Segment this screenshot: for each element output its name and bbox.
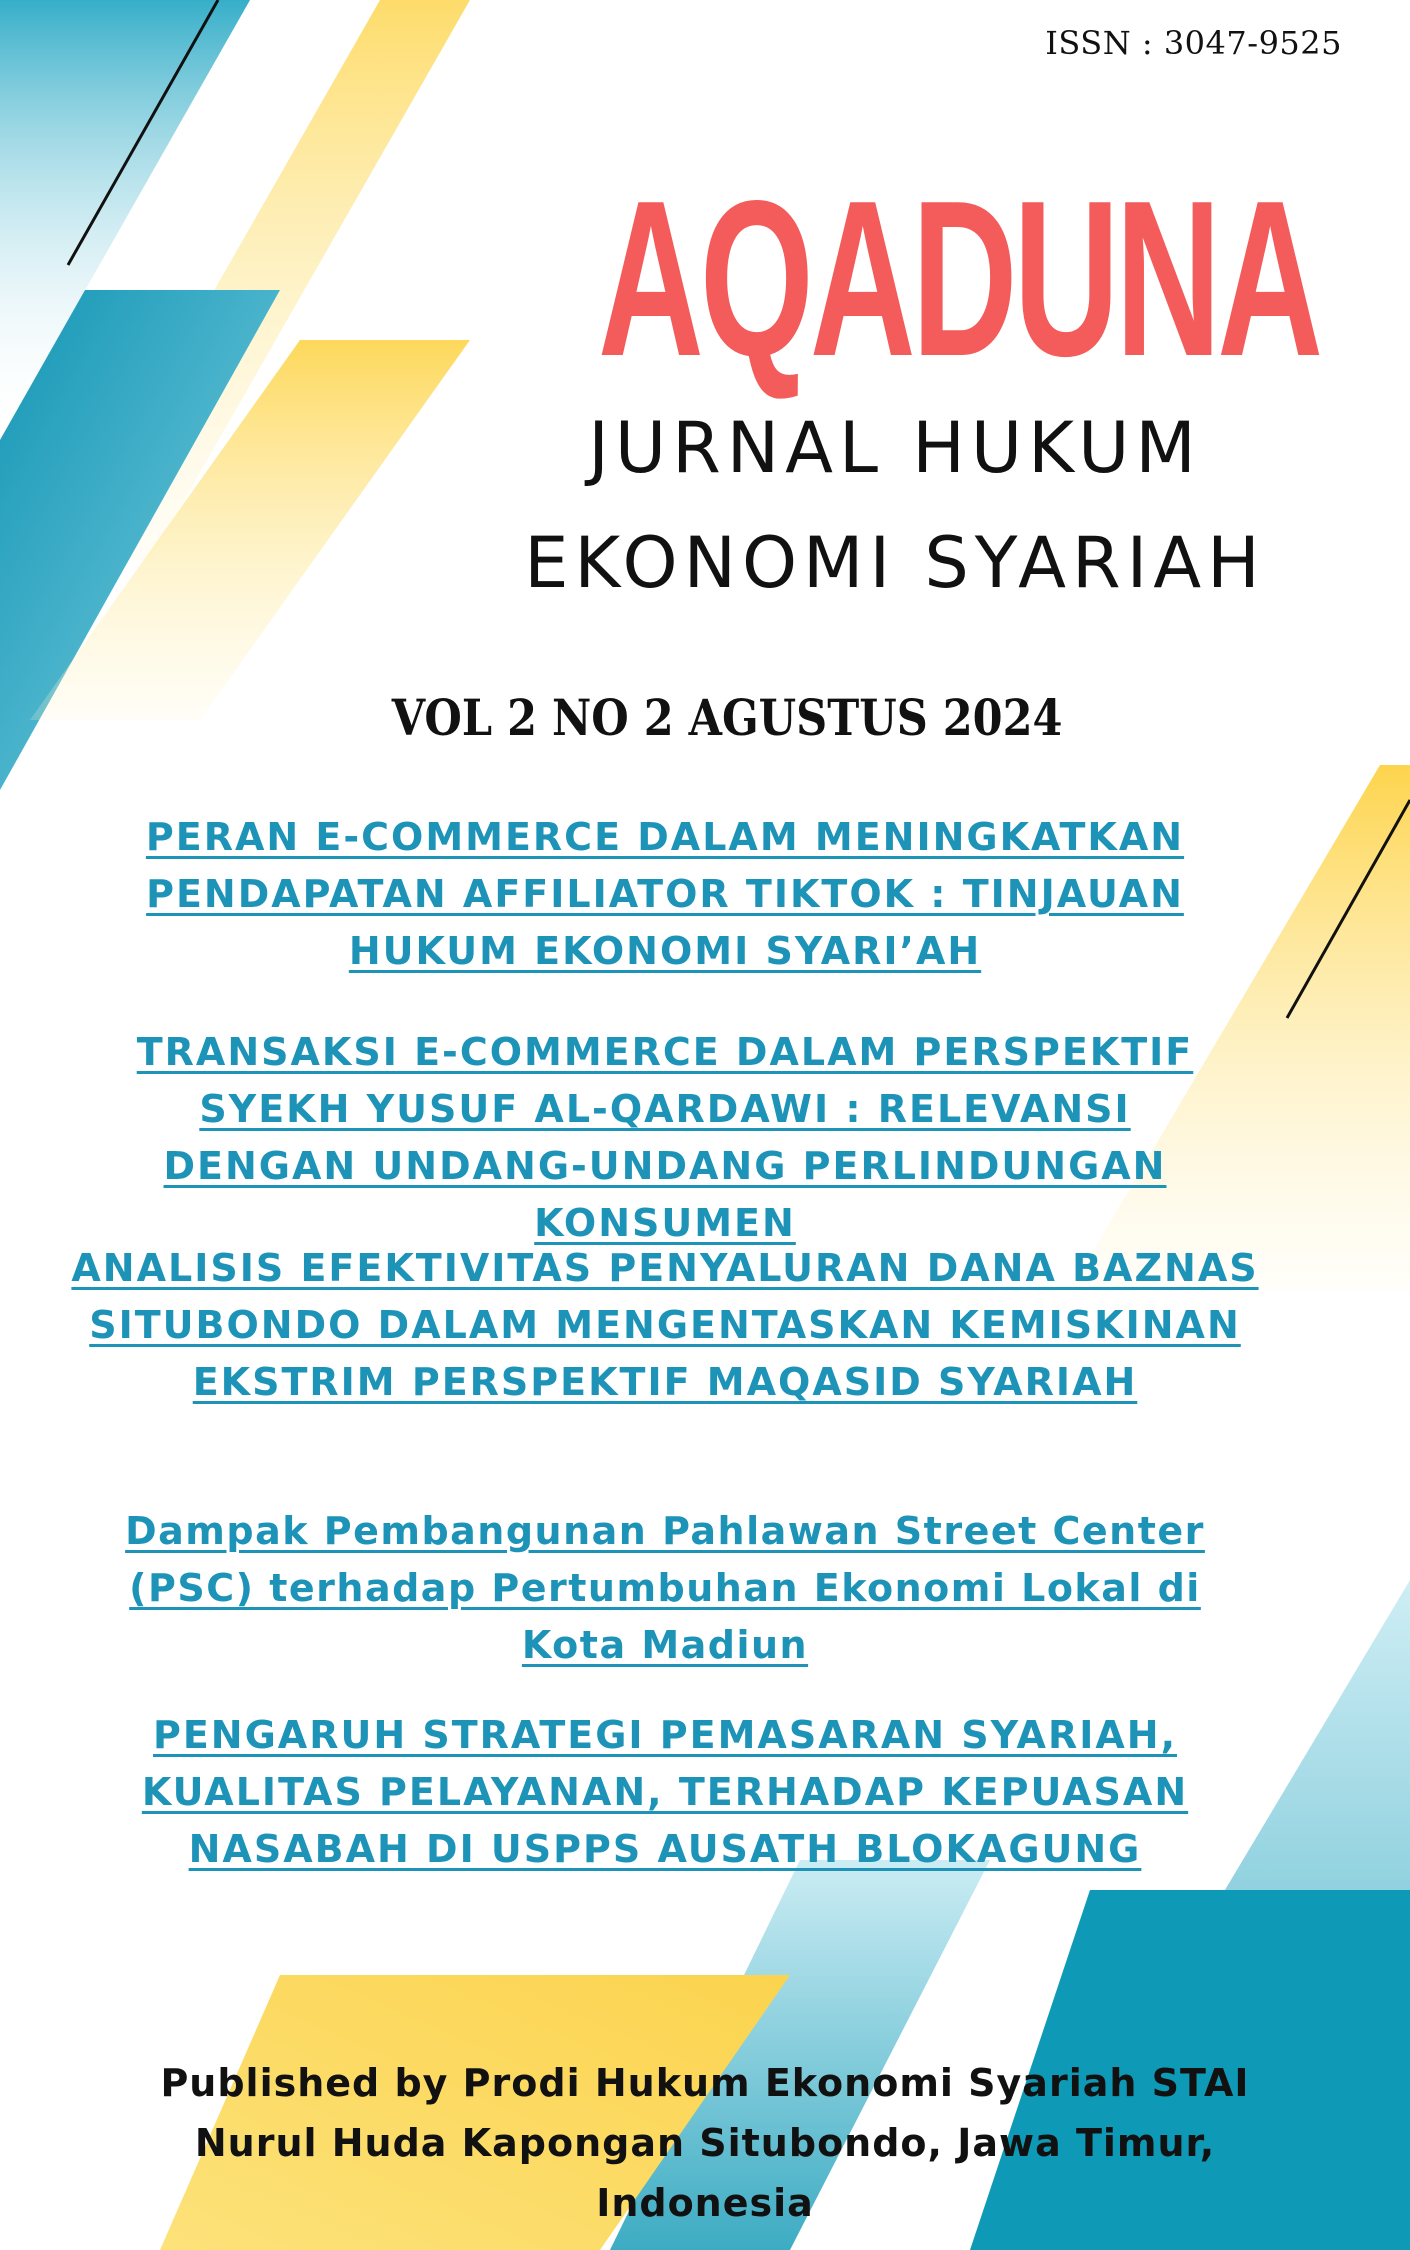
article-link[interactable]: ANALISIS EFEKTIVITAS PENYALURAN DANA BAZNAS SITUBONDO DALAM MENGENTASKAN KEMISKINAN EKSTRIM PERSPEKTIF MAQASID SYARIAH xyxy=(71,1246,1259,1404)
journal-subtitle-line2: EKONOMI SYARIAH xyxy=(524,522,1266,604)
article-link[interactable]: TRANSAKSI E-COMMERCE DALAM PERSPEKTIF SYEKH YUSUF AL-QARDAWI : RELEVANSI DENGAN UNDANG-UNDANG PERLINDUNGAN KONSUMEN xyxy=(136,1030,1194,1245)
article-link[interactable]: Dampak Pembangunan Pahlawan Street Center (PSC) terhadap Pertumbuhan Ekonomi Lokal di Kota Madiun xyxy=(125,1509,1205,1667)
volume-issue: VOL 2 NO 2 AGUSTUS 2024 xyxy=(391,688,1063,747)
article-link[interactable]: PENGARUH STRATEGI PEMASARAN SYARIAH, KUALITAS PELAYANAN, TERHADAP KEPUASAN NASABAH DI USPPS AUSATH BLOKAGUNG xyxy=(141,1713,1189,1871)
journal-title: AQADUNA xyxy=(598,155,1320,403)
issn-label: ISSN : 3047-9525 xyxy=(1045,24,1342,62)
publisher-info: Published by Prodi Hukum Ekonomi Syariah STAI Nurul Huda Kapongan Situbondo, Jawa Timur, Indonesia xyxy=(160,2061,1250,2225)
journal-subtitle-line1: JURNAL HUKUM xyxy=(588,407,1202,489)
article-link[interactable]: PERAN E-COMMERCE DALAM MENINGKATKAN PENDAPATAN AFFILIATOR TIKTOK : TINJAUAN HUKUM EKONOMI SYARI’AH xyxy=(145,815,1185,973)
